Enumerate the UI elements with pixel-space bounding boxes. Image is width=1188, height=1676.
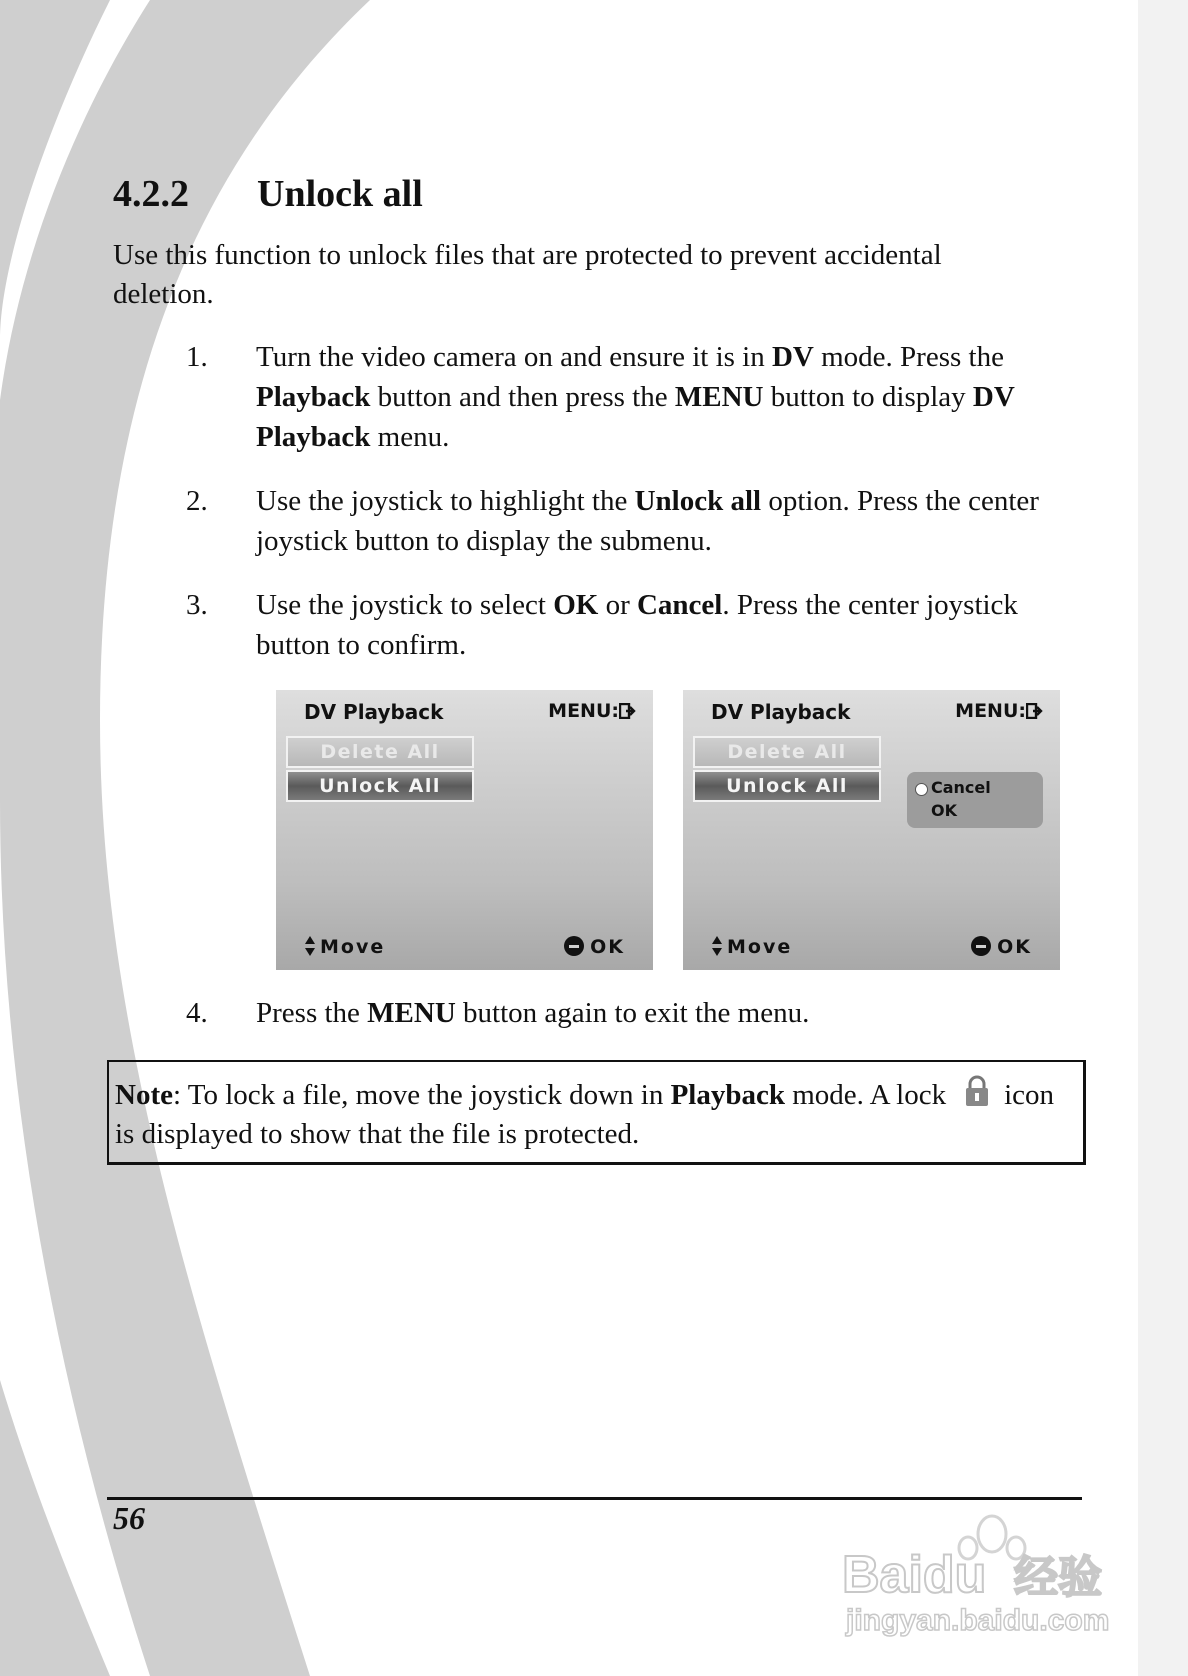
confirm-submenu — [907, 772, 1043, 828]
delete-all-option[interactable]: Delete All — [286, 736, 474, 768]
ok-hint: OK — [971, 936, 1032, 958]
section-heading — [113, 172, 423, 216]
step-number: 1. — [186, 341, 208, 373]
section-title: Unlock all — [257, 173, 423, 215]
menu-hint: MENU: — [955, 700, 1044, 722]
watermark-brand-cn: 经验 — [1014, 1552, 1102, 1603]
submenu-ok[interactable]: OK — [931, 801, 957, 820]
screen-title: DV Playback — [304, 700, 444, 724]
lock-icon — [964, 1074, 990, 1108]
updown-arrow-icon — [711, 935, 723, 957]
screenshot-submenu — [683, 690, 1060, 970]
submenu-cancel[interactable]: Cancel — [931, 778, 991, 797]
menu-hint: MENU: — [548, 700, 637, 722]
screen-title: DV Playback — [711, 700, 851, 724]
watermark-url: jingyan.baidu.com — [846, 1604, 1110, 1637]
exit-icon — [619, 703, 637, 719]
baidu-watermark — [842, 1500, 1122, 1640]
unlock-all-option[interactable]: Unlock All — [693, 770, 881, 802]
section-number: 4.2.2 — [113, 173, 189, 215]
exit-icon — [1026, 703, 1044, 719]
note-text: Note: To lock a file, move the joystick down in Playback mode. A lock icon is displayed to show that the file is protected. — [115, 1074, 1075, 1154]
unlock-all-option[interactable]: Unlock All — [286, 770, 474, 802]
ok-button-icon — [971, 936, 991, 956]
delete-all-option[interactable]: Delete All — [693, 736, 881, 768]
updown-arrow-icon — [304, 935, 316, 957]
ok-hint: OK — [564, 936, 625, 958]
note-label: Note — [115, 1079, 173, 1111]
step-text: Turn the video camera on and ensure it is in DV mode. Press the Playback button and then press the MENU button to display DV Playback menu. — [256, 341, 1015, 453]
step-number: 3. — [186, 589, 208, 621]
selection-dot-icon — [915, 783, 928, 796]
move-hint: Move — [304, 935, 385, 958]
step-text: Use the joystick to select OK or Cancel. Press the center joystick button to confirm. — [256, 589, 1018, 661]
step-text: Use the joystick to highlight the Unlock all option. Press the center joystick button to display the submenu. — [256, 485, 1039, 557]
screenshot-menu — [276, 690, 653, 970]
page-number: 56 — [113, 1500, 145, 1536]
move-hint: Move — [711, 935, 792, 958]
intro-paragraph: Use this function to unlock files that are protected to prevent accidental deletion. — [113, 239, 942, 310]
step-number: 4. — [186, 997, 208, 1029]
ok-button-icon — [564, 936, 584, 956]
step-text: Press the MENU button again to exit the menu. — [256, 997, 810, 1029]
step-number: 2. — [186, 485, 208, 517]
watermark-brand: Baidu — [842, 1546, 987, 1604]
note-box — [107, 1060, 1086, 1165]
